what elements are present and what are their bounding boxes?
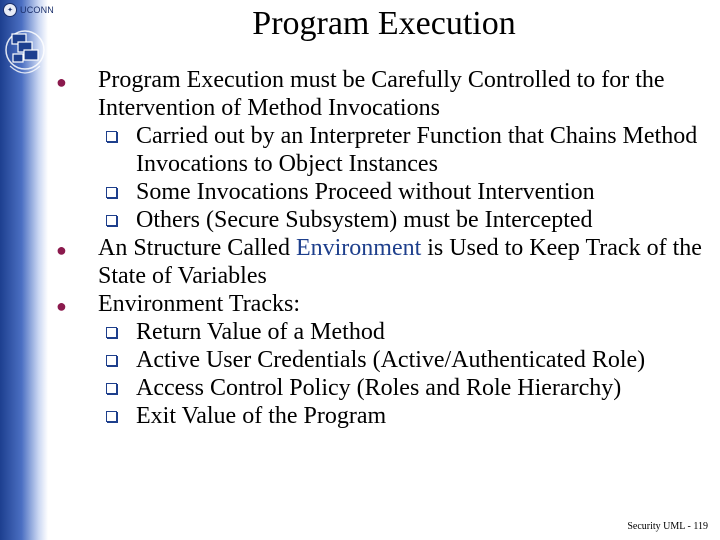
bullet-text: Some Invocations Proceed without Intervention <box>136 179 595 205</box>
sub-bullet-item <box>78 318 710 346</box>
bullet-list <box>56 66 710 430</box>
square-bullet-icon <box>106 131 117 142</box>
square-bullet-icon <box>106 215 117 226</box>
bullet-text-pre: An Structure Called <box>98 235 296 261</box>
uconn-seal-icon: ✦ <box>3 3 17 17</box>
bullet-text-post: is Used to Keep Track of the State of Variables <box>98 235 702 289</box>
square-bullet-icon <box>106 327 117 338</box>
circle-bullet-icon: ● <box>56 296 67 316</box>
bullet-item <box>56 66 710 122</box>
sub-bullet-item <box>78 178 710 206</box>
uconn-logo <box>3 3 54 17</box>
circle-bullet-icon: ● <box>56 240 67 260</box>
environment-highlight: Environment <box>295 235 422 261</box>
slide-title: Program Execution <box>252 5 516 42</box>
bullet-text: Environment Tracks: <box>98 291 300 317</box>
square-bullet-icon <box>106 383 117 394</box>
slide-footer: Security UML - 119 <box>627 521 708 532</box>
sub-bullet-item <box>78 402 710 430</box>
square-bullet-icon <box>106 411 117 422</box>
bullet-text: Carried out by an Interpreter Function that Chains Method Invocations to Object Instances <box>136 123 698 177</box>
bullet-item <box>56 290 710 318</box>
bullet-text: Return Value of a Method <box>136 319 385 345</box>
circle-bullet-icon: ● <box>56 72 67 92</box>
sub-bullet-item <box>78 122 710 178</box>
square-bullet-icon <box>106 355 117 366</box>
square-bullet-icon <box>106 187 117 198</box>
uconn-logo-text: UCONN <box>20 5 54 15</box>
left-gradient-sidebar <box>0 0 54 540</box>
sub-bullet-item <box>78 374 710 402</box>
stacked-windows-emblem-icon <box>4 20 46 90</box>
bullet-text: Others (Secure Subsystem) must be Intercepted <box>136 207 593 233</box>
bullet-text: Program Execution must be Carefully Controlled to for the Intervention of Method Invocations <box>98 67 665 121</box>
bullet-text: Active User Credentials (Active/Authenticated Role) <box>136 347 646 373</box>
bullet-text: Exit Value of the Program <box>136 403 387 429</box>
sub-bullet-item <box>78 346 710 374</box>
sub-bullet-item <box>78 206 710 234</box>
bullet-item <box>56 234 710 290</box>
bullet-text: Access Control Policy (Roles and Role Hierarchy) <box>136 375 622 401</box>
